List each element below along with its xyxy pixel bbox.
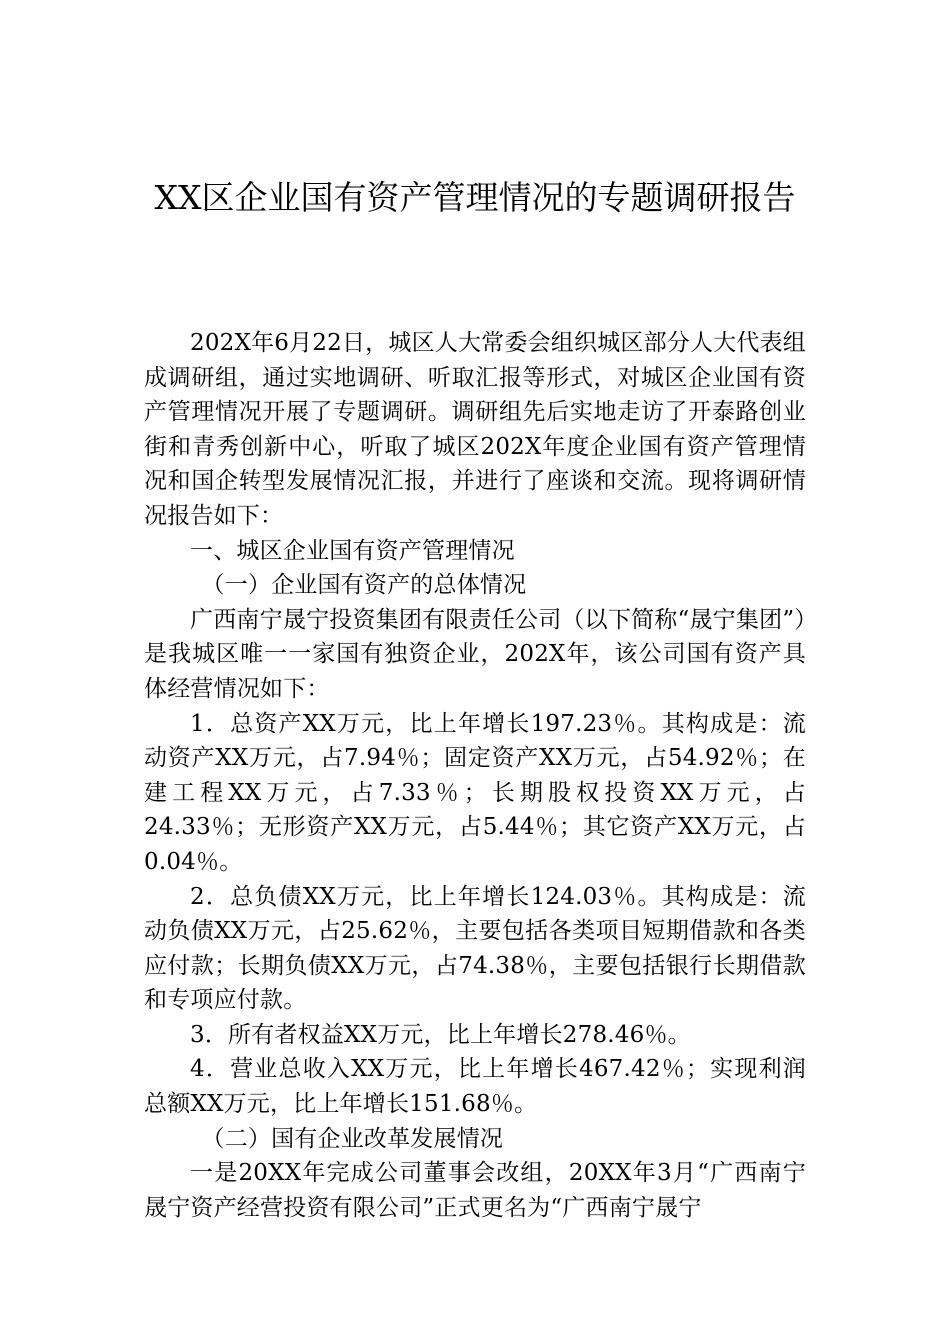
paragraph-owner-equity: 3．所有者权益XX万元，比上年增长278.46％。 [190, 1021, 691, 1048]
heading-subsection-2: （二）国有企业改革发展情况 [201, 1125, 504, 1152]
paragraph-intro: 202X年6月22日，城区人大常委会组织城区部分人大代表组成调研组，通过实地调研、听取汇报等形式，对城区企业国有资产管理情况开展了专题调研。调研组先后实地走访了开泰路创业街和青秀创新中心，听取了城区202X年度企业国有资产管理情况和国企转型发展情况汇报，并进行了座谈和交流。现将调研情况报告如下： [144, 330, 806, 529]
document-body [144, 326, 806, 1225]
paragraph-total-assets: 1．总资产XX万元，比上年增长197.23％。其构成是：流动资产XX万元，占7.94％；固定资产XX万元，占54.92％；在建工程XX万元，占7.33％；长期股权投资XX万元，占24.33％；无形资产XX万元，占5.44％；其它资产XX万元，占0.04％。 [144, 710, 806, 875]
paragraph-company: 广西南宁晟宁投资集团有限责任公司（以下简称“晟宁集团”）是我城区唯一一家国有独资企业，202X年，该公司国有资产具体经营情况如下： [144, 606, 806, 702]
paragraph-revenue: 4．营业总收入XX万元，比上年增长467.42％；实现利润总额XX万元，比上年增长151.68％。 [144, 1056, 806, 1118]
paragraph-reform: 一是20XX年完成公司董事会改组，20XX年3月“广西南宁晟宁资产经营投资有限公司”正式更名为“广西南宁晟宁 [144, 1160, 806, 1221]
document-title: XX区企业国有资产管理情况的专题调研报告 [154, 178, 796, 217]
heading-subsection-1: （一）企业国有资产的总体情况 [201, 572, 527, 599]
heading-section-1: 一、城区企业国有资产管理情况 [190, 537, 515, 564]
paragraph-total-liabilities: 2．总负债XX万元，比上年增长124.03％。其构成是：流动负债XX万元，占25.62％，主要包括各类项目短期借款和各类应付款；长期负债XX万元，占74.38％，主要包括银行长期借款和专项应付款。 [144, 883, 806, 1014]
